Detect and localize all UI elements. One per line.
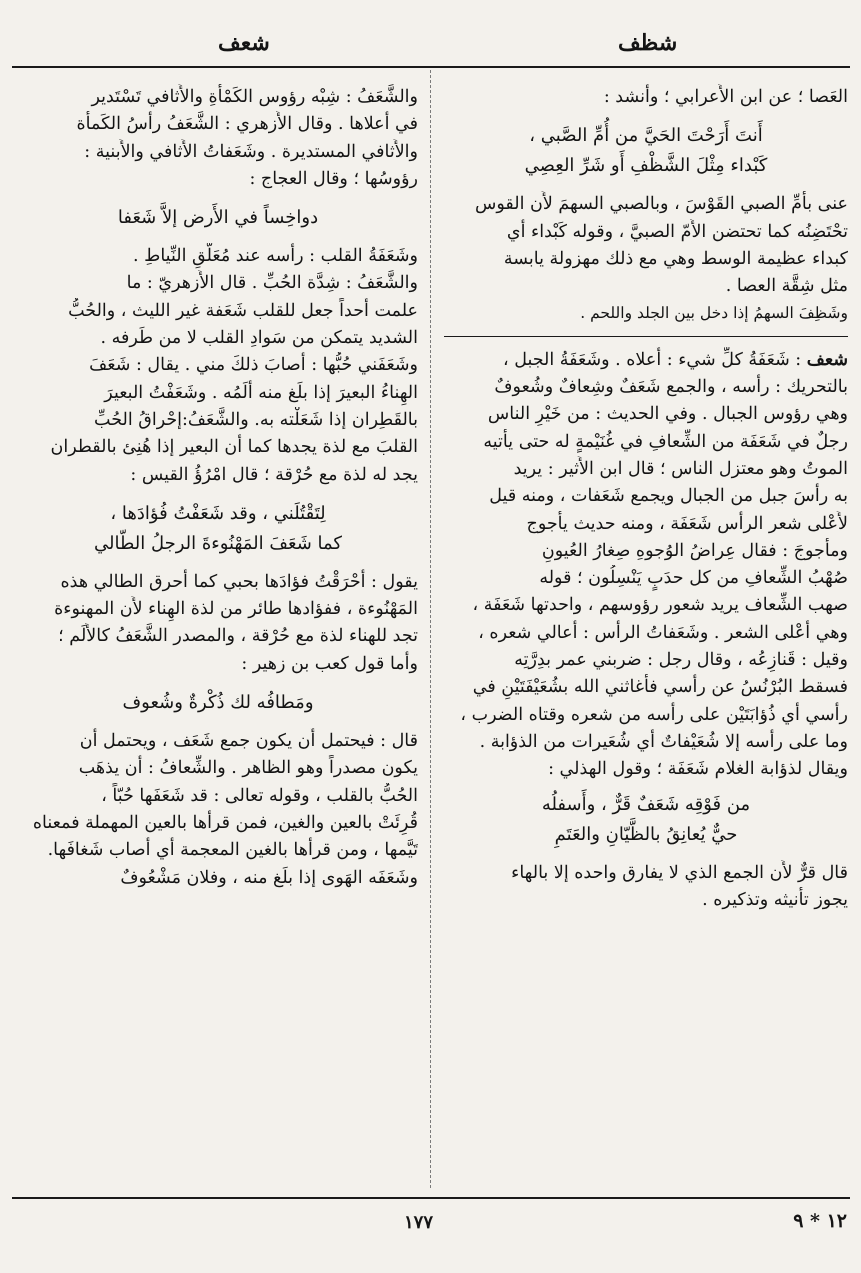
verse-line: من فَوْقِه شَعَفٌ قَرٌّ ، وأَسفلُه <box>541 793 751 815</box>
left-column <box>18 84 418 1192</box>
entry-text: : شَعَفَةُ كلِّ شيء : أَعلاه . وشَعَفَةُ الجبل ، <box>502 349 802 370</box>
text-line: العَصا ؛ عن ابن الأَعرابي ؛ وأَنشد : <box>603 87 848 107</box>
running-head-right: شظف <box>618 30 678 56</box>
text-line: ويقال لذؤابة الغلام شَعَفَة ؛ وقول الهذلي : <box>548 759 848 780</box>
verse-line: حيٌّ يُعانِقُ بالظَّيّانِ والعَتَمِ <box>554 823 738 845</box>
verse-line: أَنتَ أَرَحْتَ الحَيَّ من أُمِّ الصَّبي ، <box>529 125 763 147</box>
text-line: رؤوسُها ؛ وقال العجاج : <box>249 168 418 189</box>
text-line: علمت أَحداً جعل للقلب شَعَفة غير الليث ، والحُبُّ <box>68 300 418 321</box>
top-rule <box>12 66 850 68</box>
text-line: يجوز تأْنيثه وتذكيره . <box>702 889 848 910</box>
text-line: وما على رأْسه إلا شُعَيْفاتٌ أَي شُعَيرات من الذؤابة . <box>479 731 848 752</box>
text-line: قال قرٌّ لأَن الجمع الذي لا يفارق واحده إلا بالهاء <box>511 862 848 883</box>
printer-signature: ١٢ * ٩ <box>793 1210 847 1232</box>
verse-line: ومَطافُه لك ذُكْرةٌ وشُعوف <box>122 692 314 714</box>
text-line: وهي رؤوس الجبال . وفي الحديث : من خَيْرِ الناس <box>487 404 848 425</box>
text-line: قُرِئَتْ بالعين والغين، فمن قرأها بالعين المهملة فمعناه <box>32 812 418 833</box>
verse-line: كَبْداء مِثْلَ الشَّظْفِ أَو شَرِّ العِصِي <box>524 155 768 177</box>
text-line: وشَعَفَه الهَوى إذا بلَغ منه ، وفلان مَشْعُوفٌ <box>120 867 418 888</box>
verse-line: كما شَعَفَ المَهْنُوءةَ الرجلُ الطّالي <box>94 532 342 554</box>
page-number: ١٧٧ <box>404 1212 434 1233</box>
text-line: القلبَ مع لذة يجدها كما أَن البعير إذا هُنِئ بالقطران <box>50 437 418 458</box>
verse-line: دواخِساً في الأَرض إلاَّ شَعَفا <box>117 207 319 229</box>
text-line: فسقط البُرْنُسُ عن رأْسي فأَغاثني الله بشُعَيْفَتَيْنِ في <box>472 677 848 698</box>
text-line: الحُبُّ بالقلب ، وقوله تعالى : قد شَعَفَها حُبّاً ، <box>101 785 418 806</box>
text-line: به رأْسَ جبل من الجبال ويجمع شَعَفات ، ومنه قيل <box>489 486 848 507</box>
running-head-left: شعف <box>218 30 270 56</box>
text-line: وقيل : قَنازِعُه ، وقال رجل : ضربني عمر بدِرَّتِه <box>514 650 848 671</box>
text-line: بالقَطِران إذا شَعَلْته به. والشَّعَفُ:إحْراقُ الحُبِّ <box>94 409 418 430</box>
entry-first-line <box>444 347 848 374</box>
text-line: مثل شِقَّة العصا . <box>725 276 848 297</box>
text-line: بالتحريك : رأْسه ، والجمع شَعَفٌ وشِعافٌ وشُعوفٌ <box>494 377 848 398</box>
text-line: تجد للهناء لذة مع حُرْقة ، والمصدر الشَّعَفُ كالأَلَم ؛ <box>58 626 418 647</box>
text-line: يكون مصدراً وهو الظاهر . والشِّعافُ : أَن يذهَب <box>78 758 418 779</box>
text-line: وشَعَفَني حُبُّها : أَصابَ ذلكَ مني . يقال : شَعَفَ <box>89 355 418 376</box>
text-line: تحْتَضِنُه كما تحتضن الأُمّ الصبيَّ ، وقوله كَبْداء أَي <box>506 221 848 242</box>
verse-line: لِتَقْتُلَني ، وقد شَعَفْتُ فُؤادَها ، <box>110 502 326 524</box>
bottom-rule <box>12 1197 850 1199</box>
text-line: كبداء عظيمة الوسط وهي مع ذلك مهزولة يابسة <box>503 248 848 269</box>
text-line: الشديد يتمكن من سَوادِ القلب لا من طَرفه . <box>100 328 418 349</box>
text-line: وأَما قول كعب بن زهير : <box>241 653 418 674</box>
text-line: رأْسي أَي ذُؤابَتَيْن على رأْسه من شعره وقتاه الضرب ، <box>460 704 848 725</box>
text-line: صُهْبُ الشِّعافِ من كل حدَبٍ يَنْسِلُون ؛ قوله <box>539 568 848 589</box>
text-line: المَهْنُوءة ، ففؤادها طائر من لذة الهِناء لأَن المهنوءة <box>54 599 418 620</box>
text-line: وشَظِفَ السهمُ إذا دخل بين الجلد واللحم . <box>580 304 848 323</box>
right-column <box>444 84 848 1192</box>
column-divider <box>430 70 431 1188</box>
text-line: يجد له لذة مع حُرْقة ؛ قال امْرُؤُ القيس : <box>130 464 418 485</box>
text-line: رجلٌ في شَعَفَة من الشِّعافِ في غُنَيْمةٍ له حتى يأْتيه <box>483 431 848 452</box>
text-line: الهِناءُ البعيرَ إذا بلَغ منه أَلَمُه . وشَعَفْتُ البعيرَ <box>104 382 418 403</box>
text-line: والشَّعَفُ : شِبْه رؤوس الكَمْأَةِ والأَثافي تَسْتَدير <box>91 87 418 107</box>
text-line: والأَثافي المستديرة . وشَعَفاتُ الأَثافي والأَبنية : <box>84 141 418 162</box>
headword: شعف <box>806 349 848 370</box>
text-line: لأَعْلى شعر الرأْس شَعَفَة ، ومنه حديث يأْجوج <box>526 513 848 534</box>
text-line: الموتُ وهو معتزل الناس ؛ قال ابن الأَثير : يريد <box>513 458 848 479</box>
text-line: وهي أَعْلى الشعر . وشَعَفاتُ الرأْس : أَعالي شعره ، <box>478 622 848 643</box>
text-line: في أَعلاها . وقال الأَزهري : الشَّعَفُ رأْسُ الكَمأَة <box>76 114 418 135</box>
text-line: والشَّعَفُ : شِدَّة الحُبِّ . قال الأَزهريّ : ما <box>126 273 418 294</box>
text-line: عنى بأُمِّ الصبي القَوْسَ ، وبالصبي السهمَ لأَن القوس <box>474 194 848 215</box>
text-line: صهب الشِّعاف يريد شعور رؤوسهم ، واحدتها شَعَفَة ، <box>472 595 848 616</box>
text-line: وشَعَفَةُ القلب : رأْسه عند مُعَلَّقِ النِّياطِ . <box>133 246 418 267</box>
text-line: يقول : أَحْرَقْتُ فؤادَها بحبي كما أَحرق الطالي هذه <box>60 571 418 592</box>
text-line: تَيَّمها ، ومن قرأها بالغين المعجمة أَي أَصاب شَغافَها. <box>47 840 418 861</box>
entry-divider <box>444 336 848 337</box>
text-line: قال : فيحتمل أَن يكون جمع شَعَف ، ويحتمل أَن <box>79 731 418 752</box>
text-line: ومأْجوجَ : فقال عِراضُ الوُجوهِ صِغارُ العُيونِ <box>541 540 848 561</box>
